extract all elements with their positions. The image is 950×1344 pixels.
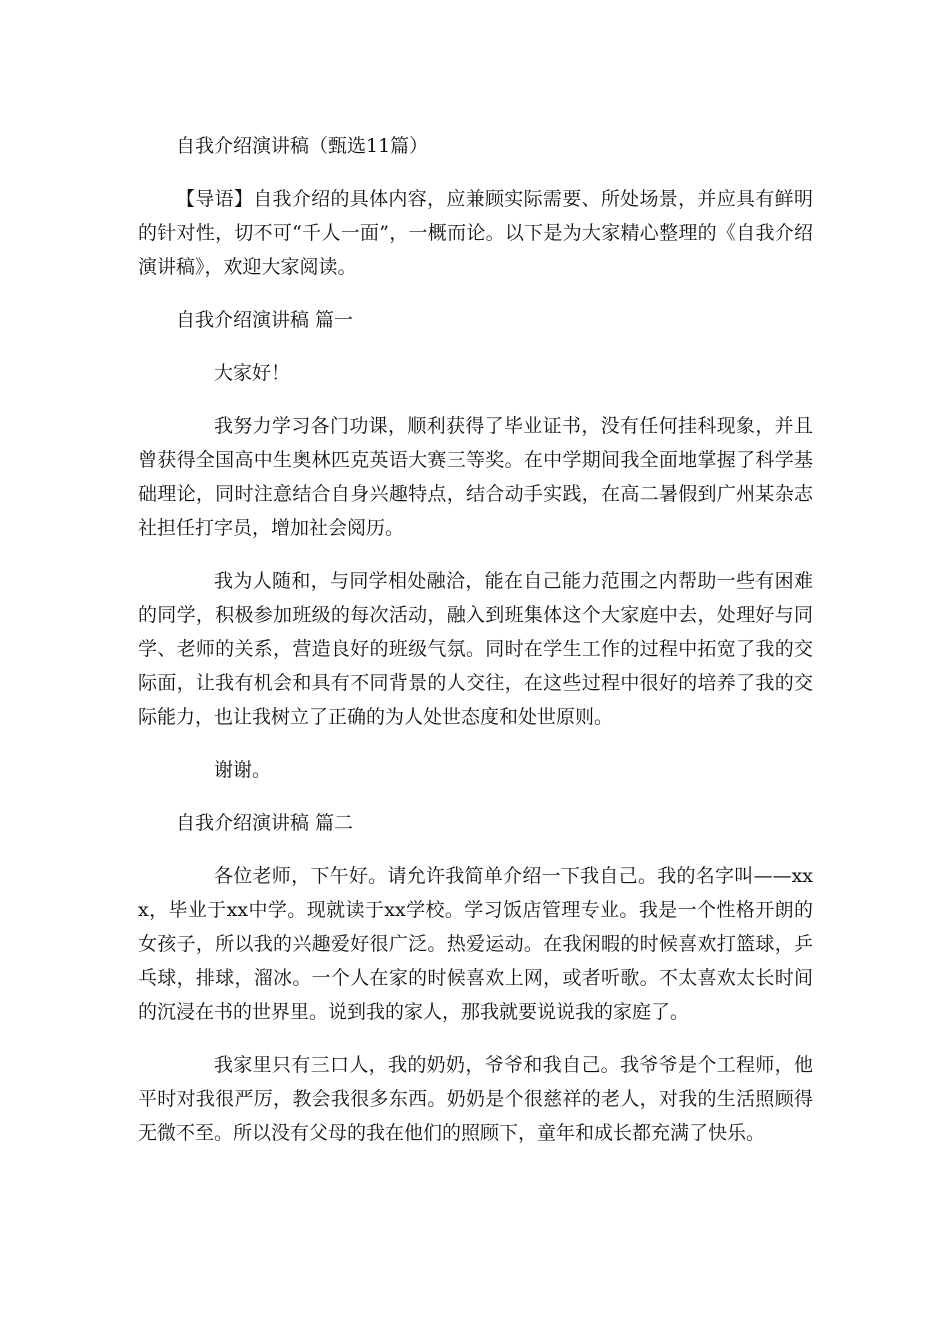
- section-heading-2: 自我介绍演讲稿 篇二: [176, 812, 354, 834]
- intro-paragraph: 【导语】自我介绍的具体内容，应兼顾实际需要、所处场景，并应具有鲜明的针对性，切不可“千人一面”，一概而论。以下是为大家精心整理的《自我介绍演讲稿》，欢迎大家阅读。: [138, 188, 813, 278]
- document-body: [138, 129, 813, 1169]
- greeting-paragraph: 大家好！: [214, 362, 291, 384]
- body-paragraph: 我家里只有三口人，我的奶奶，爷爷和我自己。我爷爷是个工程师，他平时对我很严厉，教会我很多东西。奶奶是个很慈祥的老人，对我的生活照顾得无微不至。所以没有父母的我在他们的照顾下，童年和成长都充满了快乐。: [138, 1054, 813, 1144]
- body-paragraph: 我为人随和，与同学相处融洽，能在自己能力范围之内帮助一些有困难的同学，积极参加班级的每次活动，融入到班集体这个大家庭中去，处理好与同学、老师的关系，营造良好的班级气氛。同时在学生工作的过程中拓宽了我的交际面，让我有机会和具有不同背景的人交往，在这些过程中很好的培养了我的交际能力，也让我树立了正确的为人处世态度和处世原则。: [138, 570, 813, 728]
- document-title: 自我介绍演讲稿（甄选11篇）: [176, 135, 429, 157]
- closing-paragraph: 谢谢。: [214, 759, 272, 781]
- body-paragraph: 各位老师，下午好。请允许我简单介绍一下我自己。我的名字叫——xxx，毕业于xx中学。现就读于xx学校。学习饭店管理专业。我是一个性格开朗的女孩子，所以我的兴趣爱好很广泛。热爱运动。在我闲暇的时候喜欢打篮球，乒乓球，排球，溜冰。一个人在家的时候喜欢上网，或者听歌。不太喜欢太长时间的沉浸在书的世界里。说到我的家人，那我就要说说我的家庭了。: [138, 865, 813, 1023]
- section-heading-1: 自我介绍演讲稿 篇一: [176, 309, 354, 331]
- body-paragraph: 我努力学习各门功课，顺利获得了毕业证书，没有任何挂科现象，并且曾获得全国高中生奥林匹克英语大赛三等奖。在中学期间我全面地掌握了科学基础理论，同时注意结合自身兴趣特点，结合动手实践，在高二暑假到广州某杂志社担任打字员，增加社会阅历。: [138, 415, 813, 539]
